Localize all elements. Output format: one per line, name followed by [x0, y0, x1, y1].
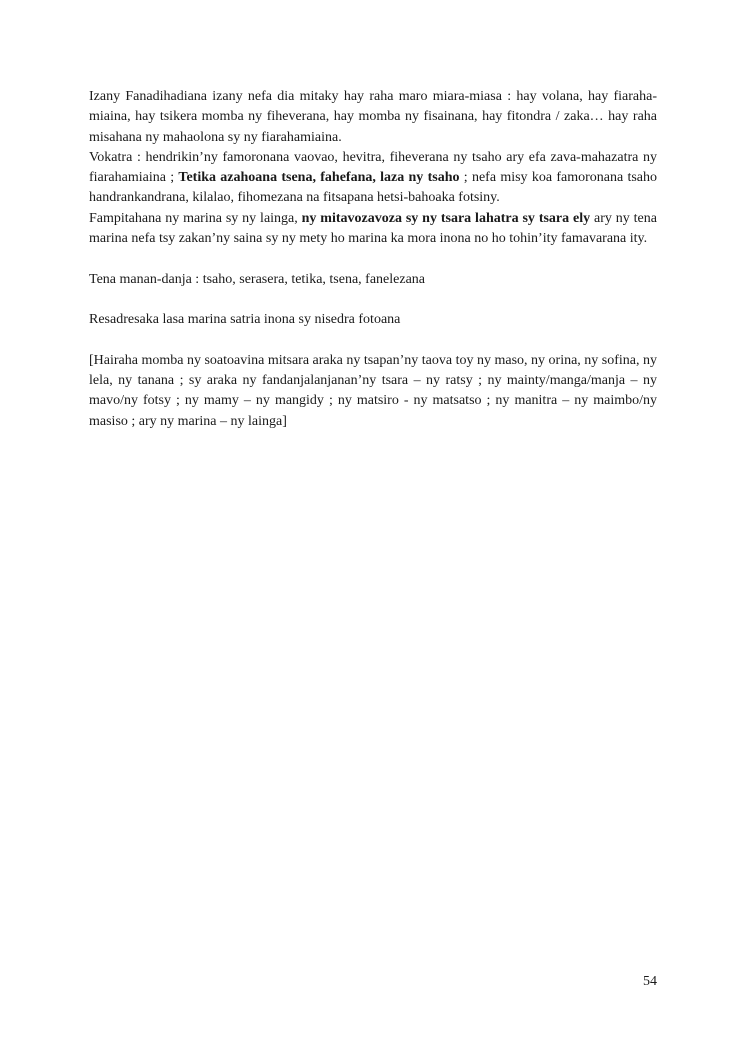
page-number: 54 — [643, 974, 657, 989]
paragraph-fampitahana — [89, 209, 657, 250]
paragraph-keywords — [89, 270, 657, 290]
paragraph-text: ary ny tena marina nefa tsy zakan’ny saina sy ny mety ho marina ka mora inona no ho tohin’ity famavarana ity. — [89, 210, 657, 247]
paragraph-text: Tena manan-danja : tsaho, serasera, tetika, tsena, fanelezana — [89, 271, 426, 287]
document-body — [89, 87, 657, 432]
bold-phrase: Tetika azahoana tsena, fahefana, laza ny tsaho — [178, 170, 460, 186]
paragraph-text: [Hairaha momba ny soatoavina mitsara araka ny tsapan’ny taova toy ny maso, ny orina, ny sofina, ny lela, ny tanana ; sy araka ny fandanjalanjanan’ny tsara – ny ratsy ; ny mainty/manga/manja – ny mavo/ny fotsy ; ny mamy – ny mangidy ; ny matsiro - ny matsatso ; ny manitra – ny maimbo/ny masiso ; ary ny marina – ny lainga] — [89, 352, 658, 429]
paragraph-text: Vokatra : hendrikin’ny famoronana vaovao, hevitra, fiheverana ny tsaho ary efa zava-mahazatra ny fiarahamiaina ; — [89, 149, 657, 186]
paragraph-text: ; nefa misy koa famoronana tsaho handrankandrana, kilalao, fihomezana na fitsapana hetsi-bahoaka fotsiny. — [89, 170, 658, 206]
paragraph-vokatra — [89, 148, 657, 209]
bold-phrase: ny mitavozavoza sy ny tsara lahatra sy tsara ely — [301, 210, 591, 226]
paragraph-hairaha — [89, 351, 657, 432]
paragraph-text: Izany Fanadihadiana izany nefa dia mitaky hay raha maro miara-miasa : hay volana, hay fiaraha-miaina, hay tsikera momba ny fiheverana, hay momba ny fisainana, hay fitondra / zaka… hay raha misahana ny mahaolona sy ny fiarahamiaina. — [89, 89, 657, 145]
paragraph-resadresaka — [89, 310, 657, 330]
paragraph-text: Fampitahana ny marina sy ny lainga, — [89, 210, 302, 226]
paragraph-fanadihadiana — [89, 87, 657, 148]
paragraph-text: Resadresaka lasa marina satria inona sy nisedra fotoana — [89, 312, 401, 328]
